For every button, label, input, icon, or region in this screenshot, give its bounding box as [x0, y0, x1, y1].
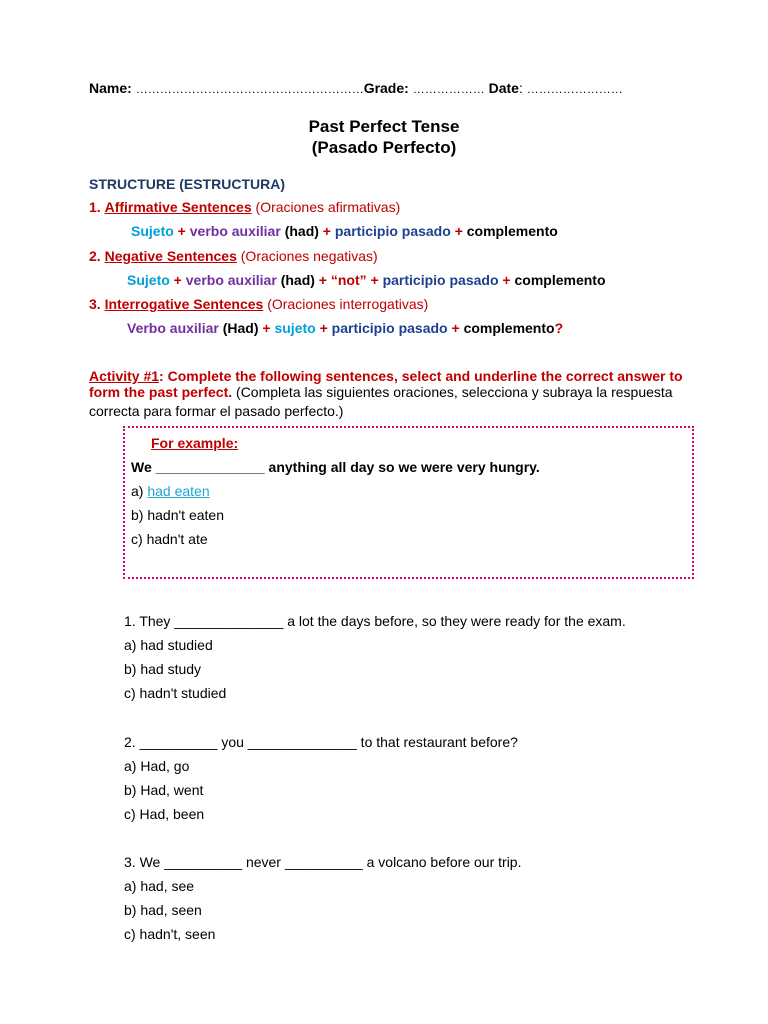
question-3-option-c[interactable]: c) hadn't, seen [124, 926, 216, 942]
formula-not: + “not” + [318, 272, 379, 288]
activity-translation-1: (Completa las siguientes oraciones, selecciona y subraya la respuesta [232, 384, 673, 400]
example-heading: For example: [151, 435, 239, 451]
formula-plus: + [451, 320, 460, 336]
question-3-option-b[interactable]: b) had, seen [124, 902, 202, 918]
negative-label: Negative Sentences [104, 248, 237, 264]
question-1-option-a[interactable]: a) had studied [124, 637, 213, 653]
activity-label: Activity #1 [89, 368, 160, 384]
question-1-option-c[interactable]: c) hadn't studied [124, 685, 227, 701]
name-label: Name: [89, 80, 132, 96]
question-2-option-c[interactable]: c) Had, been [124, 806, 205, 822]
formula-had: (Had) [222, 320, 259, 336]
formula-plus: + [177, 223, 186, 239]
formula-subject: Sujeto [127, 272, 170, 288]
formula-plus: + [262, 320, 271, 336]
formula-complement: complemento [514, 272, 606, 288]
formula-participle: participio pasado [334, 223, 451, 239]
interrogative-translation: (Oraciones interrogativas) [267, 296, 429, 312]
formula-participle: participio pasado [382, 272, 499, 288]
formula-plus: + [173, 272, 182, 288]
formula-had: (had) [280, 272, 315, 288]
interrogative-label: Interrogative Sentences [104, 296, 264, 312]
grade-field[interactable]: ……………… [412, 82, 485, 96]
activity-instruction-line-2 [89, 384, 673, 400]
example-sentence: We ______________ anything all day so we were very hungry. [131, 459, 540, 475]
formula-aux-verb: Verbo auxiliar [127, 320, 219, 336]
affirmative-translation: (Oraciones afirmativas) [255, 199, 401, 215]
example-answer[interactable]: had eaten [147, 483, 210, 499]
negative-heading [89, 248, 378, 264]
activity-instruction-1: : Complete the following sentences, select and underline the correct answer to [159, 368, 683, 384]
option-text: hadn't ate [146, 531, 208, 547]
activity-instruction-line-1 [89, 368, 683, 384]
date-label: Date [488, 80, 519, 96]
interrogative-formula [127, 320, 563, 336]
example-option-c[interactable] [131, 531, 208, 547]
date-colon: : [518, 80, 523, 96]
option-letter: c) [131, 531, 143, 547]
question-3: 3. We __________ never __________ a volcano before our trip. [124, 854, 522, 870]
negative-translation: (Oraciones negativas) [240, 248, 378, 264]
question-2: 2. __________ you ______________ to that restaurant before? [124, 734, 518, 750]
formula-question-mark: ? [554, 320, 564, 336]
formula-complement: complemento [463, 320, 555, 336]
question-1: 1. They ______________ a lot the days before, so they were ready for the exam. [124, 613, 626, 629]
example-option-b[interactable] [131, 507, 224, 523]
grade-label: Grade: [363, 80, 409, 96]
formula-subject: sujeto [274, 320, 316, 336]
header-line [89, 80, 623, 96]
page-subtitle: (Pasado Perfecto) [311, 138, 457, 157]
question-2-option-a[interactable]: a) Had, go [124, 758, 190, 774]
formula-plus: + [319, 320, 328, 336]
formula-plus: + [454, 223, 463, 239]
question-1-option-b[interactable]: b) had study [124, 661, 202, 677]
activity-translation-2: correcta para formar el pasado perfecto.) [89, 403, 344, 419]
interrogative-heading [89, 296, 428, 312]
negative-number: 2. [89, 248, 101, 264]
affirmative-number: 1. [89, 199, 101, 215]
formula-aux-verb: verbo auxiliar [185, 272, 277, 288]
affirmative-formula [131, 223, 558, 239]
formula-had: (had) [284, 223, 319, 239]
page-title: Past Perfect Tense [308, 117, 460, 136]
option-text: hadn't eaten [147, 507, 224, 523]
structure-heading: STRUCTURE (ESTRUCTURA) [89, 176, 285, 192]
question-3-option-a[interactable]: a) had, see [124, 878, 195, 894]
option-letter: a) [131, 483, 144, 499]
formula-plus: + [502, 272, 511, 288]
activity-instruction-line-3 [89, 403, 343, 419]
negative-formula [127, 272, 606, 288]
activity-instruction-2: form the past perfect. [89, 384, 233, 400]
option-letter: b) [131, 507, 144, 523]
affirmative-label: Affirmative Sentences [104, 199, 252, 215]
example-option-a[interactable] [131, 483, 210, 499]
date-field[interactable]: …………………… [526, 82, 623, 96]
interrogative-number: 3. [89, 296, 101, 312]
question-2-option-b[interactable]: b) Had, went [124, 782, 204, 798]
formula-subject: Sujeto [131, 223, 174, 239]
formula-complement: complemento [466, 223, 558, 239]
formula-plus: + [322, 223, 331, 239]
formula-aux-verb: verbo auxiliar [189, 223, 281, 239]
formula-participle: participio pasado [331, 320, 448, 336]
affirmative-heading [89, 199, 400, 215]
name-field[interactable]: ………………………………………………… [135, 82, 364, 96]
